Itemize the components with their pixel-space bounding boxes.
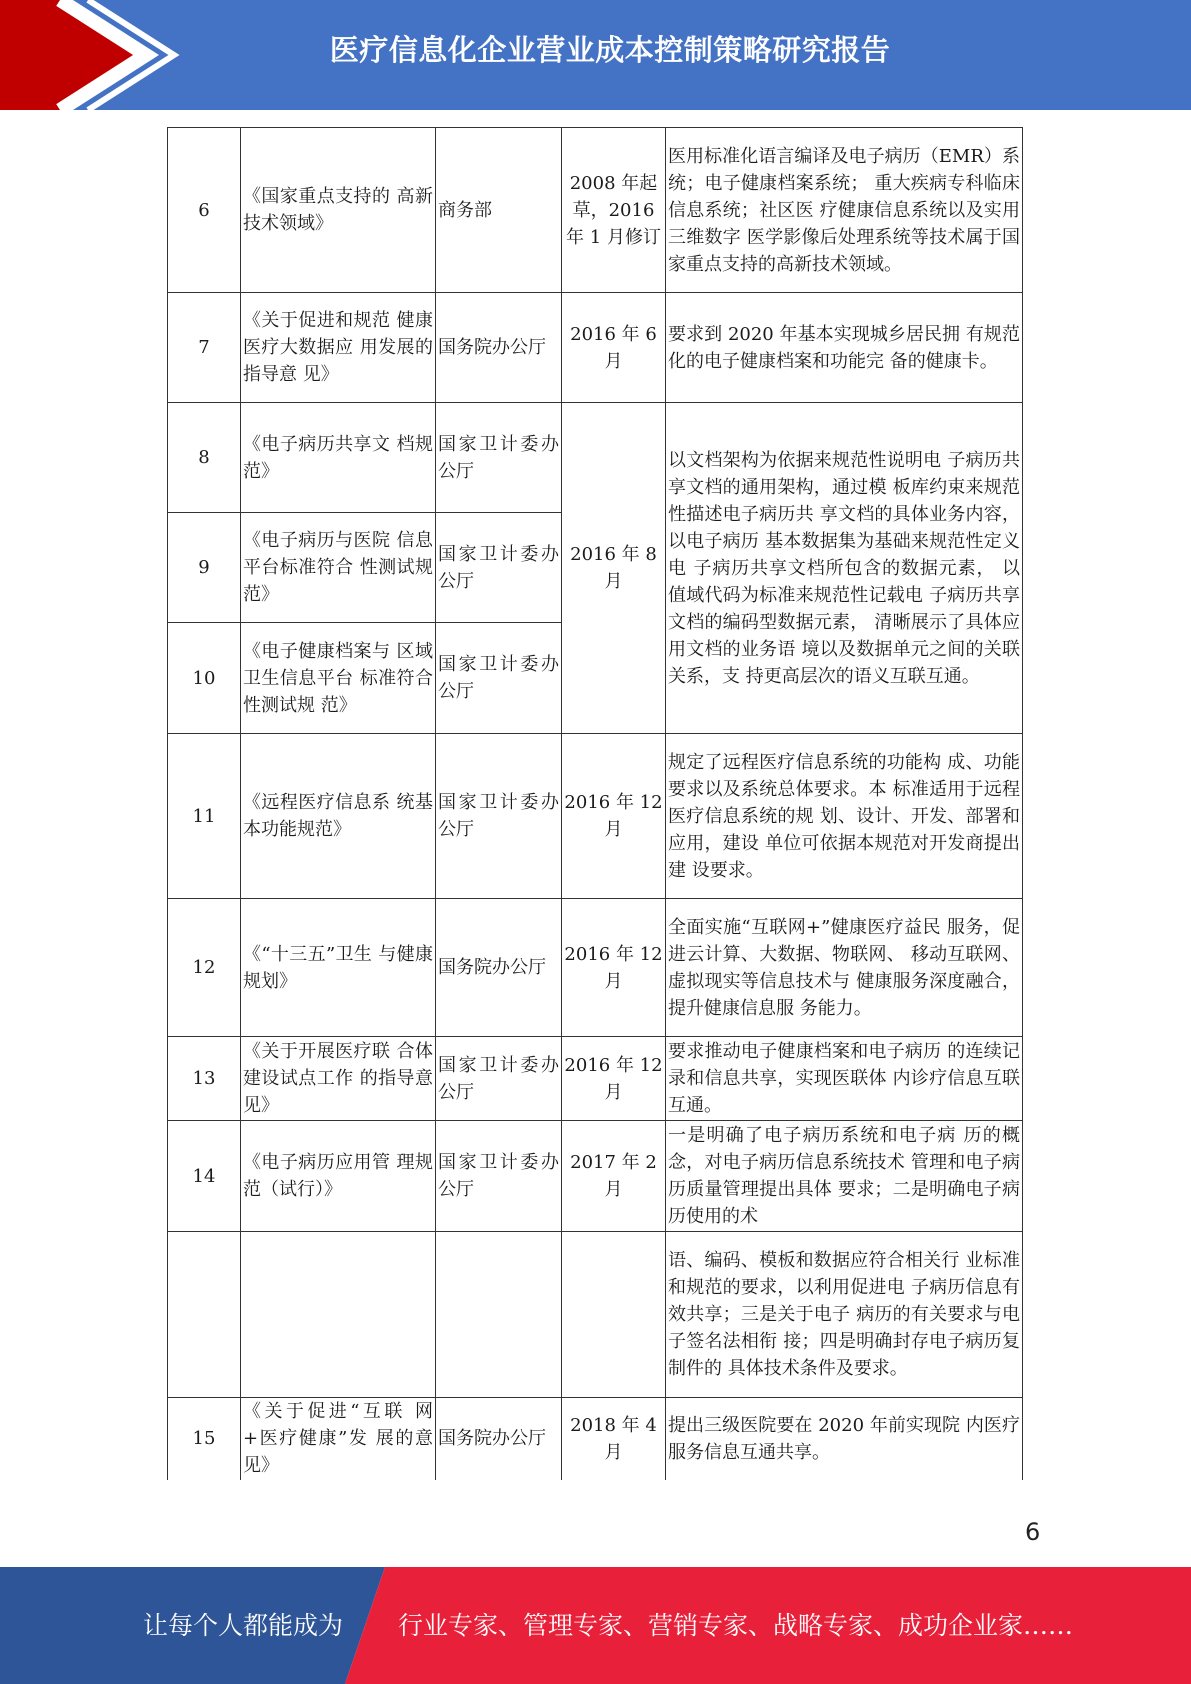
issuing-department: 国家卫计委办公厅 (436, 623, 562, 734)
row-number: 12 (168, 899, 241, 1037)
issue-date: 2017 年 2 月 (562, 1121, 666, 1232)
issue-date: 2016 年 8 月 (562, 403, 666, 734)
table-row (168, 1037, 1023, 1121)
policy-description: 语、编码、模板和数据应符合相关行 业标准和规范的要求，以利用促进电 子病历信息有效共享；三是关于电子 病历的有关要求与电子签名法相衔 接；四是明确封存电子病历复制件的 具体技术条件及要求。 (666, 1232, 1023, 1398)
policy-name (241, 1232, 436, 1398)
table-row (168, 1232, 1023, 1398)
issue-date: 2016 年 12 月 (562, 734, 666, 899)
policy-description: 要求推动电子健康档案和电子病历 的连续记录和信息共享，实现医联体 内诊疗信息互联互通。 (666, 1037, 1023, 1121)
issue-date: 2018 年 4 月 (562, 1398, 666, 1480)
row-number: 9 (168, 513, 241, 623)
policy-name: 《电子病历应用管 理规范（试行）》 (241, 1121, 436, 1232)
issuing-department: 商务部 (436, 128, 562, 293)
table-row (168, 734, 1023, 899)
issue-date (562, 1232, 666, 1398)
policy-table (167, 127, 1023, 1480)
policy-name: 《关于开展医疗联 合体建设试点工作 的指导意见》 (241, 1037, 436, 1121)
issuing-department: 国务院办公厅 (436, 1398, 562, 1480)
report-footer (0, 1567, 1191, 1684)
table-row (168, 1121, 1023, 1232)
policy-description: 以文档架构为依据来规范性说明电 子病历共享文档的通用架构，通过模 板库约束来规范性描述电子病历共 享文档的具体业务内容，以电子病历 基本数据集为基础来规范性定义电 子病历共享文档所包含的数据元素， 以值域代码为标准来规范性记载电 子病历共享文档的编码型数据元素， 清晰展示了具体应用文档的业务语 境以及数据单元之间的关联关系，支 持更高层次的语义互联互通。 (666, 403, 1023, 734)
table-row (168, 293, 1023, 403)
policy-name: 《电子健康档案与 区域卫生信息平台 标准符合性测试规 范》 (241, 623, 436, 734)
policy-name: 《关于促进“互联 网+医疗健康”发 展的意见》 (241, 1398, 436, 1480)
policy-name: 《远程医疗信息系 统基本功能规范》 (241, 734, 436, 899)
issuing-department: 国务院办公厅 (436, 899, 562, 1037)
issuing-department: 国务院办公厅 (436, 293, 562, 403)
row-number: 10 (168, 623, 241, 734)
report-title: 医疗信息化企业营业成本控制策略研究报告 (329, 33, 891, 67)
policy-name: 《关于促进和规范 健康医疗大数据应 用发展的指导意 见》 (241, 293, 436, 403)
issue-date: 2016 年 6 月 (562, 293, 666, 403)
policy-name: 《“十三五”卫生 与健康规划》 (241, 899, 436, 1037)
row-number: 13 (168, 1037, 241, 1121)
policy-description: 医用标准化语言编译及电子病历（EMR）系统；电子健康档案系统； 重大疾病专科临床信息系统；社区医 疗健康信息系统以及实用三维数字 医学影像后处理系统等技术属于国 家重点支持的高新技术领域。 (666, 128, 1023, 293)
issue-date: 2016 年 12 月 (562, 1037, 666, 1121)
row-number (168, 1232, 241, 1398)
issuing-department: 国家卫计委办公厅 (436, 513, 562, 623)
issuing-department: 国家卫计委办公厅 (436, 734, 562, 899)
policy-description: 要求到 2020 年基本实现城乡居民拥 有规范化的电子健康档案和功能完 备的健康卡。 (666, 293, 1023, 403)
issuing-department: 国家卫计委办公厅 (436, 1121, 562, 1232)
policy-description: 一是明确了电子病历系统和电子病 历的概念，对电子病历信息系统技术 管理和电子病历质量管理提出具体 要求；二是明确电子病历使用的术 (666, 1121, 1023, 1232)
table-row (168, 128, 1023, 293)
issue-date: 2008 年起草，2016 年 1 月修订 (562, 128, 666, 293)
issuing-department: 国家卫计委办公厅 (436, 1037, 562, 1121)
policy-description: 规定了远程医疗信息系统的功能构 成、功能要求以及系统总体要求。本 标准适用于远程医疗信息系统的规 划、设计、开发、部署和应用，建设 单位可依据本规范对开发商提出建 设要求。 (666, 734, 1023, 899)
report-header (0, 0, 1191, 110)
footer-slogan-right: 行业专家、管理专家、营销专家、战略专家、成功企业家…… (398, 1611, 1074, 1640)
row-number: 6 (168, 128, 241, 293)
page-number: 6 (1025, 1518, 1041, 1546)
row-number: 7 (168, 293, 241, 403)
table-row (168, 1398, 1023, 1480)
table-row (168, 899, 1023, 1037)
issuing-department (436, 1232, 562, 1398)
issuing-department: 国家卫计委办公厅 (436, 403, 562, 513)
table-row (168, 403, 1023, 513)
policy-description: 提出三级医院要在 2020 年前实现院 内医疗服务信息互通共享。 (666, 1398, 1023, 1480)
policy-description: 全面实施“互联网+”健康医疗益民 服务，促进云计算、大数据、物联网、 移动互联网、虚拟现实等信息技术与 健康服务深度融合，提升健康信息服 务能力。 (666, 899, 1023, 1037)
footer-slogan-left: 让每个人都能成为 (143, 1611, 344, 1640)
policy-name: 《电子病历共享文 档规范》 (241, 403, 436, 513)
row-number: 11 (168, 734, 241, 899)
policy-name: 《电子病历与医院 信息平台标准符合 性测试规范》 (241, 513, 436, 623)
issue-date: 2016 年 12 月 (562, 899, 666, 1037)
row-number: 15 (168, 1398, 241, 1480)
policy-name: 《国家重点支持的 高新技术领域》 (241, 128, 436, 293)
row-number: 14 (168, 1121, 241, 1232)
row-number: 8 (168, 403, 241, 513)
